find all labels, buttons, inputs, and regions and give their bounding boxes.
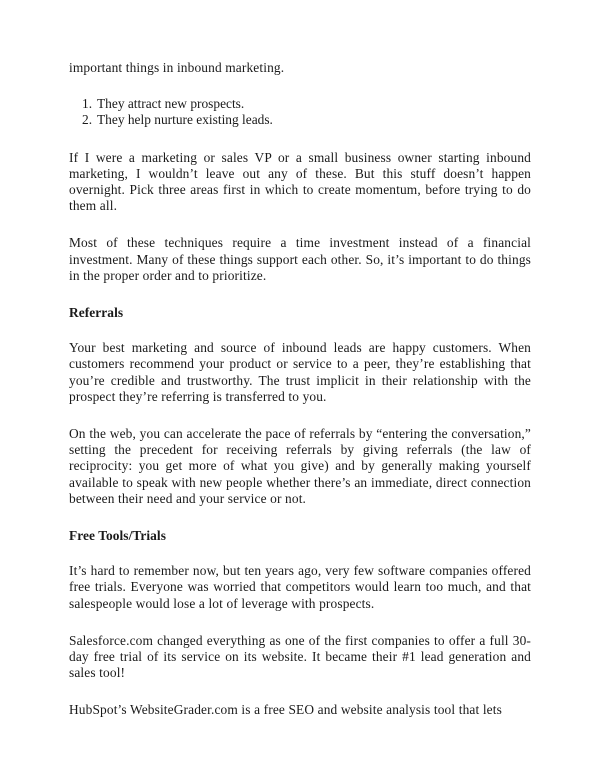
intro-fragment-paragraph: important things in inbound marketing.: [69, 60, 285, 75]
list-item: They help nurture existing leads.: [97, 112, 273, 128]
spacer: [69, 284, 531, 305]
document-content: [69, 60, 531, 719]
spacer: [69, 612, 531, 633]
spacer: [69, 129, 531, 150]
numbered-list: [69, 96, 531, 128]
spacer: [69, 214, 531, 235]
spacer: [69, 681, 531, 702]
paragraph-time-investment: Most of these techniques require a time investment instead of a financial investment. Many of these things support each other. So, it’s important to do things in the proper order and to prioritize.: [69, 235, 531, 283]
paragraph-salesforce: Salesforce.com changed everything as one of the first companies to offer a full 30-day free trial of its service on its website. It became their #1 lead generation and sales tool!: [69, 632, 531, 681]
heading-free-tools-trials: Free Tools/Trials: [69, 528, 166, 544]
heading-referrals: Referrals: [69, 305, 124, 321]
paragraph-websitegrader: HubSpot’s WebsiteGrader.com is a free SEO and website analysis tool that lets: [69, 702, 502, 718]
paragraph-entering-conversation: On the web, you can accelerate the pace of referrals by “entering the conversation,” setting the precedent for receiving referrals by giving referrals (the law of reciprocity: you get more of what you give) and by generally making yourself available to speak with new people whether there’s an immediate, direct connection between their need and your service or not.: [69, 426, 531, 506]
paragraph-free-trials-history: It’s hard to remember now, but ten years ago, very few software companies offered free trials. Everyone was worried that competitors would learn too much, and that salespeople would lose a lot of leverage with prospects.: [69, 563, 531, 611]
spacer: [69, 321, 531, 340]
spacer: [69, 405, 531, 426]
spacer: [69, 507, 531, 528]
paragraph-happy-customers: Your best marketing and source of inbound leads are happy customers. When customers recommend your product or service to a peer, they’re establishing that you’re credible and trustworthy. The trust implicit in their relationship with the prospect they’re referring is transferred to you.: [69, 340, 531, 404]
paragraph-inbound-strategy: If I were a marketing or sales VP or a small business owner starting inbound marketing, I wouldn’t leave out any of these. But this stuff doesn’t happen overnight. Pick three areas first in which to create momentum, before trying to do them all.: [69, 149, 531, 214]
spacer: [69, 76, 531, 96]
list-item: They attract new prospects.: [97, 96, 245, 112]
spacer: [69, 544, 531, 563]
